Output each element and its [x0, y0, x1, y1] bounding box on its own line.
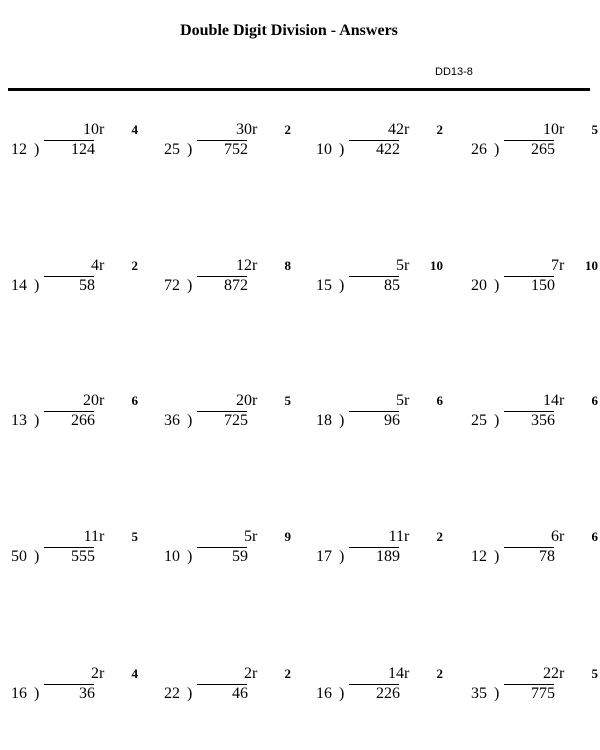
quotient: 4	[91, 257, 99, 274]
remainder: 8	[284, 258, 291, 273]
dividend: 150	[531, 277, 555, 294]
remainder: 6	[591, 529, 598, 544]
quotient: 5	[244, 528, 252, 545]
remainder-label: r	[252, 528, 258, 545]
division-problem	[471, 121, 600, 165]
dividend: 752	[224, 141, 248, 158]
remainder-label: r	[404, 392, 410, 409]
division-problem	[316, 528, 456, 572]
divisor: 15	[316, 277, 332, 294]
divisor: 25	[471, 412, 487, 429]
dividend: 189	[376, 548, 400, 565]
remainder: 2	[284, 122, 291, 137]
remainder-label: r	[559, 392, 565, 409]
division-bracket: )	[34, 141, 40, 158]
divisor: 26	[471, 141, 487, 158]
division-bracket: )	[339, 277, 345, 294]
remainder-label: r	[252, 665, 258, 682]
dividend: 422	[376, 141, 400, 158]
dividend: 775	[531, 685, 555, 702]
divisor: 22	[164, 685, 180, 702]
remainder: 2	[131, 258, 138, 273]
remainder: 6	[591, 393, 598, 408]
remainder: 2	[284, 666, 291, 681]
division-problem	[316, 665, 456, 709]
remainder: 6	[436, 393, 443, 408]
remainder: 6	[131, 393, 138, 408]
quotient: 10	[543, 121, 559, 138]
dividend: 356	[531, 412, 555, 429]
remainder-label: r	[99, 392, 105, 409]
divisor: 72	[164, 277, 180, 294]
header-rule	[8, 88, 590, 91]
remainder: 4	[131, 122, 138, 137]
division-problem	[11, 392, 151, 436]
remainder-label: r	[99, 665, 105, 682]
divisor: 13	[11, 412, 27, 429]
divisor: 20	[471, 277, 487, 294]
division-bracket: )	[34, 685, 40, 702]
quotient: 14	[388, 665, 404, 682]
remainder: 5	[131, 529, 138, 544]
remainder-label: r	[559, 665, 565, 682]
division-bracket: )	[187, 277, 193, 294]
division-bracket: )	[34, 412, 40, 429]
dividend: 59	[232, 548, 248, 565]
remainder: 5	[591, 122, 598, 137]
remainder: 10	[585, 258, 598, 273]
division-bracket: )	[494, 412, 500, 429]
division-bracket: )	[187, 548, 193, 565]
remainder: 2	[436, 529, 443, 544]
division-bracket: )	[339, 412, 345, 429]
division-problem	[471, 392, 600, 436]
quotient: 11	[388, 528, 404, 545]
dividend: 226	[376, 685, 400, 702]
remainder-label: r	[404, 665, 410, 682]
divisor: 17	[316, 548, 332, 565]
remainder: 10	[430, 258, 443, 273]
quotient: 2	[91, 665, 99, 682]
divisor: 16	[11, 685, 27, 702]
division-problem	[164, 665, 304, 709]
division-bracket: )	[494, 548, 500, 565]
remainder-label: r	[559, 528, 565, 545]
division-bracket: )	[339, 548, 345, 565]
divisor: 35	[471, 685, 487, 702]
remainder: 5	[284, 393, 291, 408]
division-bracket: )	[339, 141, 345, 158]
division-problem	[316, 121, 456, 165]
dividend: 266	[71, 412, 95, 429]
remainder-label: r	[404, 257, 410, 274]
quotient: 12	[236, 257, 252, 274]
divisor: 50	[11, 548, 27, 565]
remainder: 5	[591, 666, 598, 681]
remainder-label: r	[559, 257, 565, 274]
division-problem	[471, 257, 600, 301]
dividend: 85	[384, 277, 400, 294]
dividend: 872	[224, 277, 248, 294]
division-problem	[316, 392, 456, 436]
remainder-label: r	[99, 257, 105, 274]
worksheet-code: DD13-8	[435, 66, 473, 78]
division-problem	[471, 528, 600, 572]
quotient: 11	[83, 528, 99, 545]
dividend: 96	[384, 412, 400, 429]
divisor: 16	[316, 685, 332, 702]
division-problem	[11, 528, 151, 572]
quotient: 22	[543, 665, 559, 682]
quotient: 30	[236, 121, 252, 138]
division-problem	[11, 257, 151, 301]
division-bracket: )	[187, 141, 193, 158]
dividend: 124	[71, 141, 95, 158]
quotient: 20	[236, 392, 252, 409]
quotient: 20	[83, 392, 99, 409]
dividend: 78	[539, 548, 555, 565]
quotient: 5	[396, 392, 404, 409]
remainder-label: r	[252, 121, 258, 138]
remainder-label: r	[404, 528, 410, 545]
division-problem	[11, 665, 151, 709]
remainder: 9	[284, 529, 291, 544]
division-bracket: )	[339, 685, 345, 702]
remainder-label: r	[99, 528, 105, 545]
division-problem	[164, 257, 304, 301]
dividend: 725	[224, 412, 248, 429]
division-problem	[316, 257, 456, 301]
dividend: 265	[531, 141, 555, 158]
dividend: 58	[79, 277, 95, 294]
remainder: 4	[131, 666, 138, 681]
divisor: 18	[316, 412, 332, 429]
division-problem	[471, 665, 600, 709]
divisor: 10	[316, 141, 332, 158]
division-bracket: )	[34, 548, 40, 565]
divisor: 25	[164, 141, 180, 158]
division-problem	[164, 392, 304, 436]
division-bracket: )	[494, 141, 500, 158]
remainder-label: r	[404, 121, 410, 138]
divisor: 10	[164, 548, 180, 565]
remainder: 2	[436, 122, 443, 137]
dividend: 555	[71, 548, 95, 565]
remainder-label: r	[99, 121, 105, 138]
division-bracket: )	[494, 685, 500, 702]
quotient: 7	[551, 257, 559, 274]
quotient: 6	[551, 528, 559, 545]
page-title: Double Digit Division - Answers	[180, 22, 398, 39]
divisor: 36	[164, 412, 180, 429]
quotient: 5	[396, 257, 404, 274]
remainder-label: r	[252, 392, 258, 409]
quotient: 10	[83, 121, 99, 138]
division-bracket: )	[494, 277, 500, 294]
quotient: 2	[244, 665, 252, 682]
quotient: 14	[543, 392, 559, 409]
remainder: 2	[436, 666, 443, 681]
divisor: 12	[11, 141, 27, 158]
divisor: 14	[11, 277, 27, 294]
remainder-label: r	[252, 257, 258, 274]
division-bracket: )	[34, 277, 40, 294]
remainder-label: r	[559, 121, 565, 138]
dividend: 36	[79, 685, 95, 702]
division-problem	[11, 121, 151, 165]
division-problem	[164, 121, 304, 165]
division-bracket: )	[187, 685, 193, 702]
division-bracket: )	[187, 412, 193, 429]
dividend: 46	[232, 685, 248, 702]
quotient: 42	[388, 121, 404, 138]
division-problem	[164, 528, 304, 572]
divisor: 12	[471, 548, 487, 565]
